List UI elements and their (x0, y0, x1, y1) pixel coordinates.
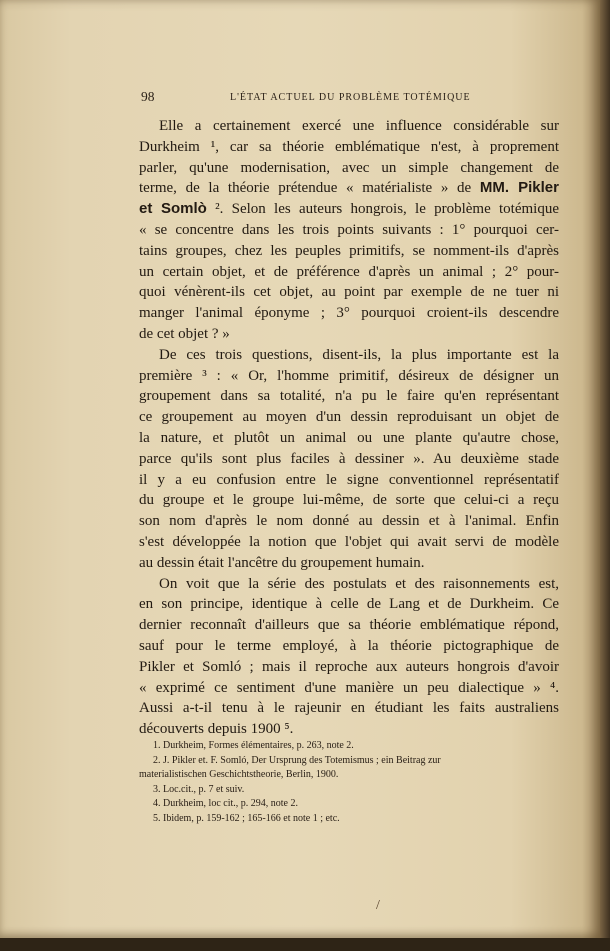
text-line: parce qu'ils sont plus faciles à dessiner ». Au deuxième stade (139, 450, 559, 467)
text-line: s'est développée la notion que l'objet qui avait servi de modèle (139, 533, 559, 550)
text-line: de cet objet ? » (139, 325, 230, 342)
footnote-continuation: materialistischen Geschichtstheorie, Berlin, 1900. (139, 769, 339, 781)
page-edge (600, 0, 610, 951)
text-line: du groupe et le groupe lui-même, de sorte que celui-ci a reçu (139, 492, 559, 509)
text-line: Durkheim ¹, car sa théorie emblématique n'est, à proprement (139, 138, 559, 155)
text-line (139, 199, 559, 220)
text-line: au dessin était l'ancêtre du groupement humain. (139, 554, 425, 571)
body-text (139, 116, 559, 740)
text-line: Aussi a-t-il tenu à le rajeunir en étudiant les faits australiens (139, 700, 559, 717)
text-line: il y a eu confusion entre le signe conventionnel représentatif (139, 471, 559, 488)
text-line: ce groupement au moyen d'un dessin reproduisant un objet de (139, 409, 559, 426)
author-name: et Somlò (139, 200, 207, 218)
text-line: dernier reconnaît d'ailleurs que sa théorie emblématique répond, (139, 617, 559, 634)
footnote: 3. Loc.cit., p. 7 et suiv. (153, 783, 245, 795)
text-line: découverts depuis 1900 ⁵. (139, 721, 294, 738)
page-number: 98 (141, 89, 155, 104)
author-names: MM. Pikler (479, 179, 559, 197)
bottom-edge (0, 938, 610, 951)
text-line: De ces trois questions, disent-ils, la plus importante est la (159, 346, 559, 363)
text-line: quoi vénèrent-ils cet objet, au point par exemple de ne tuer ni (139, 284, 559, 301)
pencil-mark: / (376, 898, 380, 913)
text-line: tains groupes, chez les peuples primitifs, se nomment-ils d'après (139, 242, 559, 259)
text-line: sauf pour le terme employé, à la théorie pictographique de (139, 637, 559, 654)
footnote: 5. Ibidem, p. 159-162 ; 165-166 et note 1 ; etc. (153, 812, 340, 824)
text-segment: ². Selon les auteurs hongrois, le problème totémique (206, 201, 559, 218)
text-line: parler, qu'une modernisation, avec un simple changement de (139, 159, 559, 176)
text-line: Elle a certainement exercé une influence considérable sur (159, 118, 559, 134)
text-line: son nom d'après le nom donné au dessin et à l'animal. Enfin (139, 513, 559, 530)
footnote: 1. Durkheim, Formes élémentaires, p. 263, note 2. (153, 740, 354, 751)
running-title: L'ÉTAT ACTUEL DU PROBLÈME TOTÉMIQUE (230, 92, 471, 103)
text-segment: terme, de la théorie prétendue « matérialiste » de (139, 180, 480, 197)
text-line: « exprimé ce sentiment d'une manière un peu dialectique » ⁴. (139, 679, 559, 696)
text-line: première ³ : « Or, l'homme primitif, désireux de désigner un (139, 367, 559, 384)
footnote: 2. J. Pikler et. F. Somló, Der Ursprung des Totemismus ; ein Beitrag zur (153, 754, 441, 766)
text-line: « se concentre dans les trois points suivants : 1° pourquoi cer- (139, 221, 559, 238)
page-header (141, 89, 561, 107)
text-line: la nature, et plutôt un animal ou une plante qu'autre chose, (139, 429, 559, 446)
text-line: Pikler et Somló ; mais il reproche aux auteurs hongrois d'avoir (139, 658, 559, 675)
text-line (139, 178, 559, 199)
text-line: manger l'animal éponyme ; 3° pourquoi croient-ils descendre (139, 305, 559, 322)
text-line: groupement dans sa totalité, n'a pu le faire qu'en représentant (139, 388, 559, 405)
footnotes (139, 739, 559, 827)
text-line: un certain objet, et de préférence d'après un animal ; 2° pour- (139, 263, 559, 280)
text-line: en son principe, identique à celle de Lang et de Durkheim. Ce (139, 596, 559, 613)
footnote: 4. Durkheim, loc cit., p. 294, note 2. (153, 798, 298, 810)
text-line: On voit que la série des postulats et des raisonnements est, (159, 575, 559, 592)
